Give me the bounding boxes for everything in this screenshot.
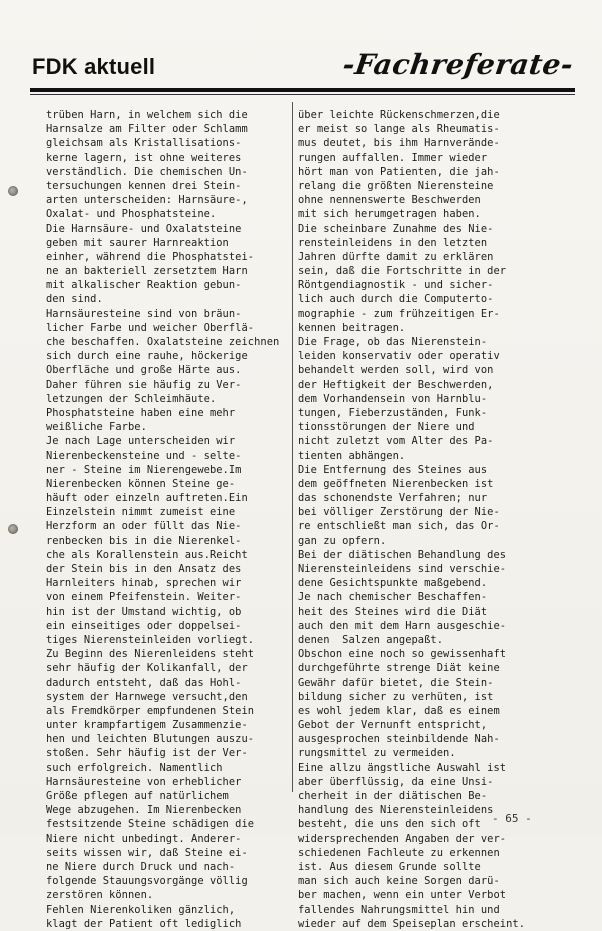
text-line: rensteinleidens in den letzten	[298, 236, 488, 249]
section-title: -Fachreferate-	[340, 48, 576, 81]
text-line: Eine allzu ängstliche Auswahl ist	[298, 761, 507, 774]
text-line: bei völliger Zerstörung der Nie-	[298, 506, 500, 519]
text-line: tiges Nierensteinleiden vorliegt.	[46, 633, 255, 646]
text-line: licher Farbe und weicher Oberflä-	[46, 321, 255, 334]
text-line: nicht zuletzt vom Alter des Pa-	[298, 435, 494, 448]
text-line: folgende Stauungsvorgänge völlig	[46, 875, 248, 888]
text-line: als Fremdkörper empfundenen Stein	[46, 704, 255, 717]
punch-hole-bottom	[8, 524, 18, 534]
text-line: Harnleiters hinab, sprechen wir	[46, 577, 242, 590]
text-line: das schonendste Verfahren; nur	[298, 492, 488, 505]
text-line: Größe pflegen auf natürlichem	[46, 790, 229, 802]
text-line: besteht, die uns den sich oft	[298, 818, 481, 831]
text-line: renbecken bis in die Nierenkel-	[46, 534, 242, 547]
text-line: Obschon eine noch so gewissenhaft	[298, 648, 507, 661]
text-line: klagt der Patient oft lediglich	[46, 917, 242, 930]
text-line: tersuchungen kennen drei Stein-	[46, 179, 242, 192]
text-line: trüben Harn, in welchem sich die	[46, 109, 248, 121]
text-line: Die Harnsäure- und Oxalatsteine	[46, 222, 242, 235]
text-line: Jahren dürfte damit zu erklären	[298, 250, 494, 263]
page-header	[30, 48, 575, 86]
text-line: Nierenbecken können Steine ge-	[46, 477, 236, 490]
text-line: Bei der diätischen Behandlung des	[298, 548, 507, 561]
text-line: hin ist der Umstand wichtig, ob	[46, 605, 242, 618]
text-line: über leichte Rückenschmerzen,die	[298, 109, 500, 121]
text-line: Oberfläche und große Härte aus.	[46, 364, 242, 377]
text-line: Nierensteinleidens sind verschie-	[298, 563, 507, 575]
text-line: Die Frage, ob das Nierenstein-	[298, 336, 488, 348]
text-line: weißliche Farbe.	[46, 421, 147, 434]
text-line: ohne nennenswerte Beschwerden	[298, 194, 481, 207]
text-line: festsitzende Steine schädigen die	[46, 818, 255, 831]
text-line: denen Salzen angepaßt.	[298, 633, 444, 646]
left-text-column	[46, 108, 286, 931]
page-number: - 65 -	[492, 812, 532, 825]
text-line: dem geöffneten Nierenbecken ist	[298, 477, 494, 490]
text-line: man sich auch keine Sorgen darü-	[298, 875, 500, 888]
text-line: mus deutet, bis ihm Harnverände-	[298, 137, 500, 150]
text-line: Je nach Lage unterscheiden wir	[46, 435, 236, 448]
text-line: Harnsäuresteine sind von bräun-	[46, 307, 242, 320]
text-line: fallendes Nahrungsmittel hin und	[298, 903, 500, 916]
text-line: unter krampfartigem Zusammenzie-	[46, 719, 248, 732]
text-line: Gebot der Vernunft entspricht,	[298, 719, 488, 732]
text-line: hört man von Patienten, die jah-	[298, 165, 500, 178]
text-line: ein einseitiges oder doppelsei-	[46, 619, 242, 632]
text-line: Einzelstein nimmt zumeist eine	[46, 506, 236, 519]
text-line: dem Vorhandensein von Harnblu-	[298, 392, 488, 405]
text-line: ne Niere durch Druck und nach-	[46, 860, 236, 873]
text-line: Röntgendiagnostik - und sicher-	[298, 279, 494, 292]
text-line: ber machen, wenn ein unter Verbot	[298, 889, 507, 902]
text-line: seits wissen wir, daß Steine ei-	[46, 846, 248, 859]
text-line: Nierenbeckensteine und - selte-	[46, 449, 242, 462]
text-line: kerne lagern, ist ohne weiteres	[46, 151, 242, 164]
text-line: schiedenen Fachleute zu erkennen	[298, 846, 500, 859]
text-line: mographie - zum frühzeitigen Er-	[298, 307, 500, 320]
column-divider	[292, 102, 293, 792]
text-line: den sind.	[46, 293, 103, 306]
text-line: Herzform an oder füllt das Nie-	[46, 520, 242, 533]
text-line: rungsmittel zu vermeiden.	[298, 747, 456, 760]
text-line: aber überflüssig, da eine Unsi-	[298, 775, 494, 788]
text-line: letzungen der Schleimhäute.	[46, 392, 217, 405]
text-line: hen und leichten Blutungen auszu-	[46, 733, 255, 746]
text-line: dadurch entsteht, daß das Hohl-	[46, 676, 242, 689]
text-line: ne an bakteriell zersetztem Harn	[46, 265, 248, 278]
header-rule	[30, 88, 575, 92]
publication-title: FDK aktuell	[32, 54, 156, 79]
text-line: cherheit in der diätischen Be-	[298, 790, 488, 802]
text-line: relang die größten Nierensteine	[298, 179, 494, 192]
text-line: sein, daß die Fortschritte in der	[298, 265, 507, 278]
text-line: arten unterscheiden: Harnsäure-,	[46, 194, 248, 207]
text-line: system der Harnwege versucht,den	[46, 690, 248, 703]
text-line: von einem Pfeifenstein. Weiter-	[46, 591, 242, 604]
text-line: dene Gesichtspunkte maßgebend.	[298, 577, 488, 590]
text-line: such erfolgreich. Namentlich	[46, 761, 223, 774]
text-line: geben mit saurer Harnreaktion	[46, 236, 229, 249]
text-line: gan zu opfern.	[298, 534, 387, 547]
text-line: zerstören können.	[46, 889, 154, 902]
text-line: ist. Aus diesem Grunde sollte	[298, 860, 481, 873]
text-line: Fehlen Nierenkoliken gänzlich,	[46, 903, 236, 916]
text-line: sich durch eine rauhe, höckerige	[46, 350, 248, 363]
text-line: tungen, Fieberzuständen, Funk-	[298, 406, 488, 419]
text-line: tionsstörungen der Niere und	[298, 421, 475, 434]
text-line: bildung sicher zu verhüten, ist	[298, 690, 494, 703]
text-line: verständlich. Die chemischen Un-	[46, 165, 248, 178]
text-line: wieder auf dem Speiseplan erscheint.	[298, 917, 526, 930]
text-line: Oxalat- und Phosphatsteine.	[46, 208, 217, 221]
text-line: häuft oder einzeln auftreten.Ein	[46, 492, 248, 505]
text-line: mit sich herumgetragen haben.	[298, 208, 481, 221]
text-line: Harnsalze am Filter oder Schlamm	[46, 123, 248, 136]
text-line: gleichsam als Kristallisations-	[46, 137, 242, 150]
text-line: rungen auffallen. Immer wieder	[298, 151, 488, 164]
text-line: Phosphatsteine haben eine mehr	[46, 406, 236, 419]
text-line: ausgesprochen steinbildende Nah-	[298, 733, 500, 746]
text-line: mit alkalischer Reaktion gebun-	[46, 279, 242, 292]
text-line: Harnsäuresteine von erheblicher	[46, 775, 242, 788]
text-line: es wohl jedem klar, daß es einem	[298, 704, 500, 717]
text-line: durchgeführte strenge Diät keine	[298, 662, 500, 675]
right-text-column	[298, 108, 568, 931]
text-line: widersprechenden Angaben der ver-	[298, 832, 507, 845]
text-line: einher, während die Phosphatstei-	[46, 250, 255, 263]
text-line: Wege abzugehen. Im Nierenbecken	[46, 804, 242, 817]
text-line: re entschließt man sich, das Or-	[298, 520, 500, 533]
text-line: Daher führen sie häufig zu Ver-	[46, 378, 242, 391]
punch-hole-top	[8, 186, 18, 196]
text-line: Die scheinbare Zunahme des Nie-	[298, 222, 494, 235]
header-rule-thin	[30, 94, 575, 95]
text-line: kennen beitragen.	[298, 321, 406, 334]
text-line: ner - Steine im Nierengewebe.Im	[46, 463, 242, 476]
text-line: leiden konservativ oder operativ	[298, 350, 500, 363]
text-line: der Heftigkeit der Beschwerden,	[298, 378, 494, 391]
text-line: stoßen. Sehr häufig ist der Ver-	[46, 747, 248, 760]
text-line: lich auch durch die Computerto-	[298, 293, 494, 306]
text-line: behandelt werden soll, wird von	[298, 364, 494, 377]
text-line: Gewähr dafür bietet, die Stein-	[298, 676, 494, 689]
text-line: Niere nicht unbedingt. Anderer-	[46, 832, 242, 845]
text-line: der Stein bis in den Ansatz des	[46, 563, 242, 575]
text-line: che als Korallenstein aus.Reicht	[46, 548, 248, 561]
text-line: Zu Beginn des Nierenleidens steht	[46, 648, 255, 661]
text-line: Die Entfernung des Steines aus	[298, 463, 488, 476]
text-line: er meist so lange als Rheumatis-	[298, 123, 500, 136]
text-line: che beschaffen. Oxalatsteine zeichnen	[46, 336, 280, 348]
text-line: heit des Steines wird die Diät	[298, 605, 488, 618]
text-line: handlung des Nierensteinleidens	[298, 804, 494, 817]
text-line: Je nach chemischer Beschaffen-	[298, 591, 488, 604]
text-line: sehr häufig der Kolikanfall, der	[46, 662, 248, 675]
text-line: tienten abhängen.	[298, 449, 406, 462]
text-line: auch den mit dem Harn ausgeschie-	[298, 619, 507, 632]
